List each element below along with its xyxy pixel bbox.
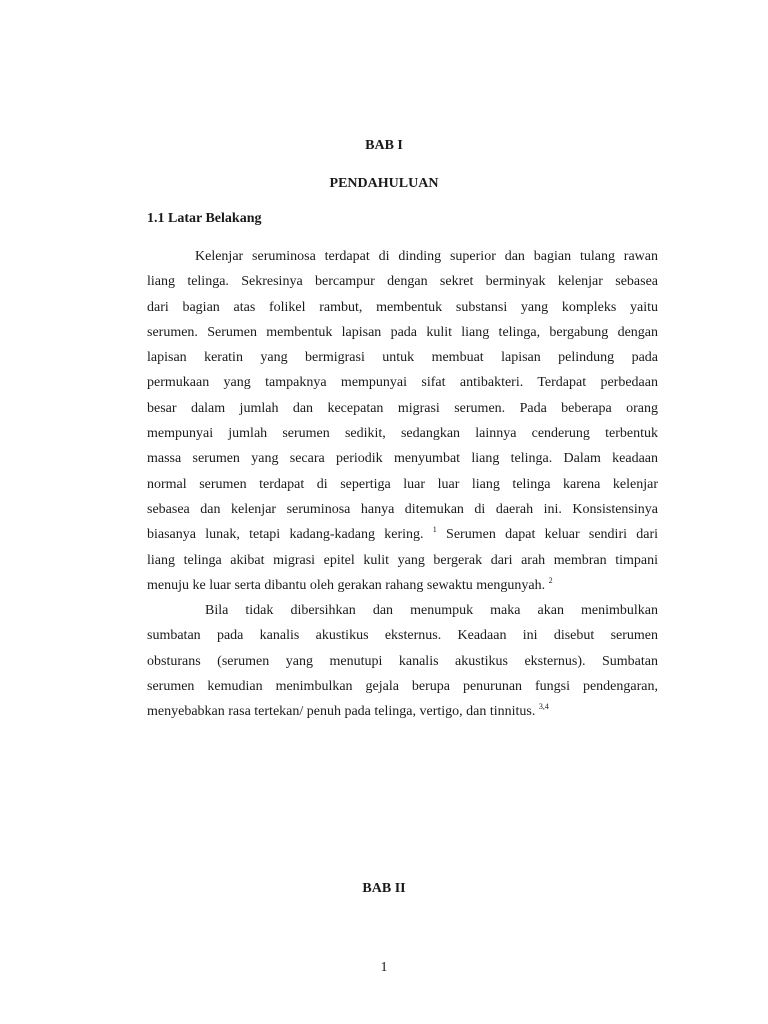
line-text: menuju ke luar serta dibantu oleh gerakan rahang sewaktu mengunyah. (147, 577, 546, 593)
paragraph-line: besar dalam jumlah dan kecepatan migrasi serumen. Pada beberapa orang (147, 400, 658, 416)
paragraph-line: obsturans (serumen yang menutupi kanalis akustikus eksternus). Sumbatan (147, 653, 658, 669)
paragraph-line: mempunyai jumlah serumen sedikit, sedangkan lainnya cenderung terbentuk (147, 426, 658, 442)
paragraph-line: sebasea dan kelenjar seruminosa hanya ditemukan di daerah ini. Konsistensinya (147, 501, 658, 517)
paragraph-1 (147, 244, 658, 598)
chapter-1-label: BAB I (365, 138, 403, 153)
paragraph-line: normal serumen terdapat di sepertiga luar luar liang telinga karena kelenjar (147, 476, 658, 492)
line-text: biasanya lunak, tetapi kadang-kadang kering. (147, 527, 424, 543)
section-title: 1.1 Latar Belakang (147, 211, 262, 226)
paragraph-line: serumen. Serumen membentuk lapisan pada kulit liang telinga, bergabung dengan (147, 324, 658, 340)
citation-superscript: 2 (548, 575, 553, 585)
line-text: Serumen dapat keluar sendiri dari (446, 527, 659, 543)
paragraph-line (147, 522, 658, 547)
paragraph-line: Kelenjar seruminosa terdapat di dinding superior dan bagian tulang rawan (195, 249, 658, 264)
paragraph-line: liang telinga akibat migrasi epitel kulit yang bergerak dari arah membran timpani (147, 552, 658, 568)
paragraph-line: dari bagian atas folikel rambut, membentuk substansi yang kompleks yaitu (147, 299, 658, 315)
paragraph-line: lapisan keratin yang bermigrasi untuk membuat lapisan pelindung pada (147, 350, 658, 366)
chapter-1-title: PENDAHULUAN (329, 176, 439, 191)
paragraph-line: serumen kemudian menimbulkan gejala berupa penurunan fungsi pendengaran, (147, 678, 658, 694)
line-text: menyebabkan rasa tertekan/ penuh pada telinga, vertigo, dan tinnitus. (147, 704, 536, 720)
paragraph-line: liang telinga. Sekresinya bercampur dengan sekret berminyak kelenjar sebasea (147, 274, 658, 290)
paragraph-line (147, 573, 658, 598)
chapter-2-label: BAB II (362, 881, 406, 896)
paragraph-line (147, 699, 658, 724)
citation-superscript: 1 (432, 525, 437, 535)
paragraph-line: Bila tidak dibersihkan dan menumpuk maka akan menimbulkan (205, 603, 658, 618)
paragraph-2 (147, 598, 658, 724)
paragraph-line: sumbatan pada kanalis akustikus eksternus. Keadaan ini disebut serumen (147, 628, 658, 644)
paragraph-line: permukaan yang tampaknya mempunyai sifat antibakteri. Terdapat perbedaan (147, 375, 658, 391)
paragraph-line: massa serumen yang secara periodik menyumbat liang telinga. Dalam keadaan (147, 451, 658, 467)
page-number: 1 (380, 960, 388, 975)
citation-superscript: 3,4 (538, 702, 549, 712)
